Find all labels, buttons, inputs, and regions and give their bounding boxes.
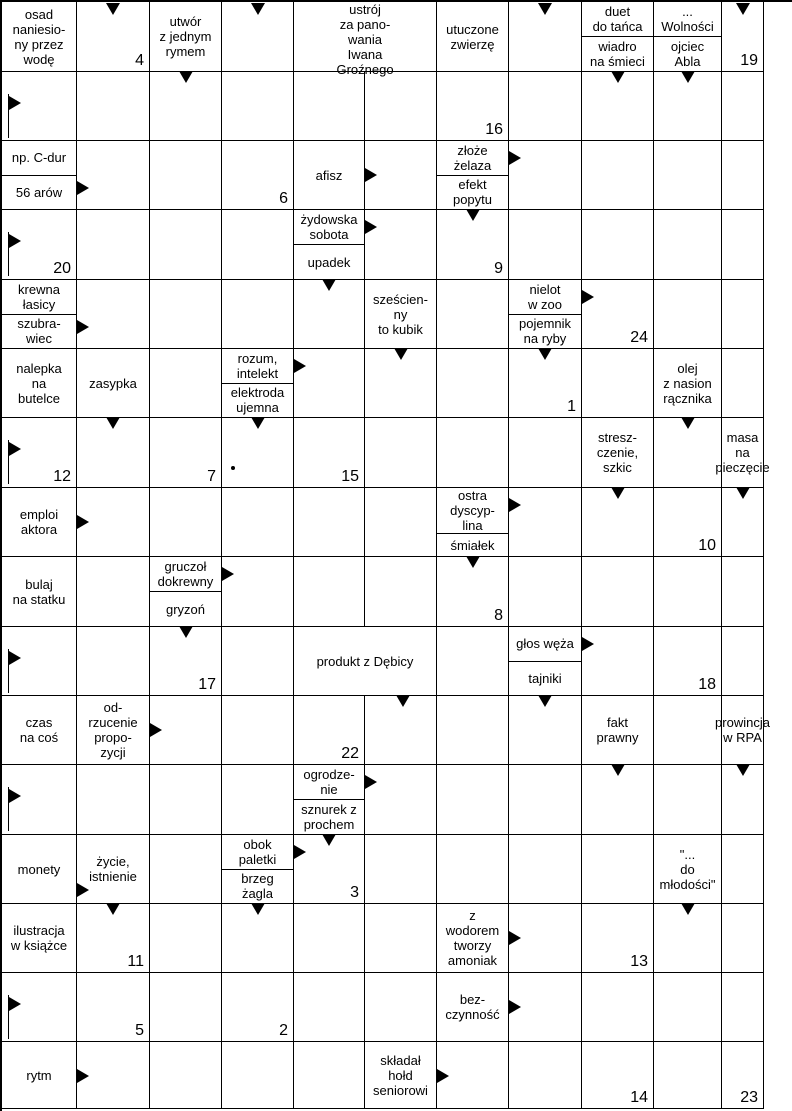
clue-text: z wodorem tworzy amoniak xyxy=(445,908,500,968)
clue-cell xyxy=(509,280,582,349)
arrow-right-icon xyxy=(365,168,377,182)
answer-cell[interactable] xyxy=(222,696,294,765)
clue-cell xyxy=(2,557,77,627)
arrow-down-icon xyxy=(394,348,408,360)
clue-text: bulaj na statku xyxy=(12,576,66,607)
answer-cell[interactable] xyxy=(150,835,222,904)
clue-cell xyxy=(654,349,722,418)
clue-text: brzeg żagla xyxy=(222,869,293,904)
clue-text: monety xyxy=(17,861,61,877)
answer-cell[interactable] xyxy=(722,141,764,210)
arrow-right-icon xyxy=(77,320,89,334)
cell-number: 20 xyxy=(53,260,71,277)
arrow-right-icon xyxy=(294,359,306,373)
cell-number: 1 xyxy=(567,398,576,415)
clue-text: 56 arów xyxy=(2,175,76,210)
arrow-down-icon xyxy=(611,71,625,83)
clue-text: gruczoł dokrewny xyxy=(157,559,214,589)
clue-text: utwór z jednym rymem xyxy=(159,14,212,59)
clue-text: efekt popytu xyxy=(437,175,508,210)
flag-arrow-icon xyxy=(8,94,22,138)
arrow-down-icon xyxy=(681,417,695,429)
clue-text: zasypka xyxy=(89,375,137,391)
clue-cell xyxy=(150,557,222,627)
answer-cell[interactable] xyxy=(222,627,294,696)
answer-cell[interactable] xyxy=(437,280,509,349)
answer-cell[interactable] xyxy=(2,973,77,1042)
answer-cell[interactable] xyxy=(365,72,437,141)
answer-cell[interactable] xyxy=(77,280,150,349)
clue-text: nalepka na butelce xyxy=(16,360,62,406)
clue-text: "... do młodości" xyxy=(659,846,716,892)
answer-cell[interactable] xyxy=(722,904,764,973)
answer-cell[interactable] xyxy=(150,973,222,1042)
clue-cell xyxy=(582,418,654,488)
arrow-down-icon xyxy=(611,764,625,776)
answer-cell[interactable] xyxy=(437,72,509,141)
answer-cell[interactable] xyxy=(222,141,294,210)
clue-cell xyxy=(365,280,437,349)
answer-cell[interactable] xyxy=(77,141,150,210)
arrow-right-icon xyxy=(222,567,234,581)
cell-number: 23 xyxy=(740,1089,758,1106)
answer-cell[interactable] xyxy=(582,1042,654,1109)
clue-cell xyxy=(222,835,294,904)
cell-number: 19 xyxy=(740,52,758,69)
answer-cell[interactable] xyxy=(582,349,654,418)
clue-text: ostra dyscyp- lina xyxy=(450,488,495,533)
answer-cell[interactable] xyxy=(294,72,365,141)
arrow-right-icon xyxy=(509,151,521,165)
clue-text: czas na coś xyxy=(19,715,59,745)
answer-cell[interactable] xyxy=(654,488,722,557)
clue-text: duet do tańca xyxy=(592,4,643,34)
clue-text: ilustracja w książce xyxy=(10,923,68,953)
arrow-down-icon xyxy=(106,3,120,15)
answer-cell[interactable] xyxy=(437,835,509,904)
answer-cell[interactable] xyxy=(654,557,722,627)
answer-cell[interactable] xyxy=(722,2,764,72)
arrow-right-icon xyxy=(509,498,521,512)
clue-text: stresz- czenie, szkic xyxy=(596,430,639,475)
answer-cell[interactable] xyxy=(294,904,365,973)
answer-cell[interactable] xyxy=(2,765,77,835)
clue-text: złoże żelaza xyxy=(453,142,492,173)
clue-text: krewna łasicy xyxy=(18,281,60,312)
answer-cell[interactable] xyxy=(509,557,582,627)
answer-cell[interactable] xyxy=(654,973,722,1042)
clue-text: szubra- wiec xyxy=(2,314,76,349)
clue-text: życie, istnienie xyxy=(89,854,137,884)
answer-cell[interactable] xyxy=(654,210,722,280)
answer-cell[interactable] xyxy=(437,765,509,835)
clue-cell xyxy=(294,210,365,280)
flag-arrow-icon xyxy=(8,995,22,1039)
answer-cell[interactable] xyxy=(654,765,722,835)
clue-cell xyxy=(77,349,150,418)
clue-cell xyxy=(294,627,437,696)
answer-cell[interactable] xyxy=(509,835,582,904)
cell-number: 4 xyxy=(135,52,144,69)
clue-text: obok paletki xyxy=(238,836,277,867)
clue-text: np. C-dur xyxy=(11,150,67,166)
clue-text: tajniki xyxy=(509,661,581,696)
answer-cell[interactable] xyxy=(222,765,294,835)
answer-cell[interactable] xyxy=(150,418,222,488)
answer-cell[interactable] xyxy=(365,973,437,1042)
cell-number: 15 xyxy=(341,468,359,485)
cell-number: 17 xyxy=(198,676,216,693)
answer-cell[interactable] xyxy=(77,557,150,627)
arrow-right-icon xyxy=(77,883,89,897)
clue-text: wiadro na śmieci xyxy=(582,36,653,71)
cell-number: 13 xyxy=(630,953,648,970)
arrow-down-icon xyxy=(466,209,480,221)
answer-cell[interactable] xyxy=(294,557,365,627)
clue-text: składał hołd seniorowi xyxy=(373,1052,428,1098)
clue-text: emploi aktora xyxy=(19,507,59,537)
arrow-down-icon xyxy=(538,695,552,707)
answer-cell[interactable] xyxy=(294,696,365,765)
cell-number: 24 xyxy=(630,329,648,346)
arrow-down-icon xyxy=(736,487,750,499)
clue-text: masa na pieczęcie xyxy=(715,430,770,475)
clue-cell xyxy=(582,2,654,72)
answer-cell[interactable] xyxy=(365,557,437,627)
arrow-right-icon xyxy=(437,1069,449,1083)
answer-cell[interactable] xyxy=(509,418,582,488)
clue-text: utuczone zwierzę xyxy=(446,21,499,52)
clue-cell xyxy=(715,418,770,488)
clue-cell xyxy=(654,835,722,904)
arrow-down-icon xyxy=(681,903,695,915)
flag-arrow-icon xyxy=(8,649,22,693)
answer-cell[interactable] xyxy=(222,1042,294,1109)
clue-text: prowincja w RPA xyxy=(715,715,770,745)
answer-cell[interactable] xyxy=(722,1042,764,1109)
answer-cell[interactable] xyxy=(365,418,437,488)
cell-number: 12 xyxy=(53,468,71,485)
clue-text: pojemnik na ryby xyxy=(509,314,581,349)
answer-cell[interactable] xyxy=(294,973,365,1042)
clue-cell xyxy=(294,765,365,835)
clue-text: sześcien- ny to kubik xyxy=(373,291,428,337)
cell-number: 5 xyxy=(135,1022,144,1039)
answer-cell[interactable] xyxy=(150,904,222,973)
arrow-down-icon xyxy=(736,3,750,15)
clue-cell xyxy=(437,973,509,1042)
answer-cell[interactable] xyxy=(222,973,294,1042)
clue-text: elektroda ujemna xyxy=(222,383,293,418)
clue-cell xyxy=(2,141,77,210)
clue-text: śmiałek xyxy=(437,533,508,556)
clue-text: sznurek z prochem xyxy=(294,799,364,834)
answer-cell[interactable] xyxy=(77,973,150,1042)
clue-cell xyxy=(77,696,150,765)
cell-number: 7 xyxy=(207,468,216,485)
answer-cell[interactable] xyxy=(722,973,764,1042)
answer-cell[interactable] xyxy=(222,2,294,72)
answer-cell[interactable] xyxy=(150,210,222,280)
answer-cell[interactable] xyxy=(654,280,722,349)
answer-cell[interactable] xyxy=(582,210,654,280)
flag-arrow-icon xyxy=(8,787,22,831)
cell-number: 18 xyxy=(698,676,716,693)
arrow-down-icon xyxy=(538,3,552,15)
clue-text: upadek xyxy=(294,244,364,279)
answer-cell[interactable] xyxy=(582,835,654,904)
answer-cell[interactable] xyxy=(654,696,722,765)
answer-cell[interactable] xyxy=(150,1042,222,1109)
cell-number: 3 xyxy=(350,884,359,901)
arrow-right-icon xyxy=(509,931,521,945)
answer-cell[interactable] xyxy=(77,2,150,72)
clue-text: bez- czynność xyxy=(445,992,500,1022)
clue-text: głos węża xyxy=(516,636,574,652)
answer-cell[interactable] xyxy=(654,141,722,210)
arrow-down-icon xyxy=(322,834,336,846)
arrow-down-icon xyxy=(736,764,750,776)
answer-cell[interactable] xyxy=(582,904,654,973)
answer-cell[interactable] xyxy=(365,488,437,557)
cell-number: 8 xyxy=(494,607,503,624)
arrow-down-icon xyxy=(251,417,265,429)
clue-cell xyxy=(150,2,222,72)
clue-cell xyxy=(294,141,365,210)
arrow-down-icon xyxy=(106,417,120,429)
answer-cell[interactable] xyxy=(722,349,764,418)
arrow-down-icon xyxy=(396,695,410,707)
answer-cell[interactable] xyxy=(437,627,509,696)
clue-text: nielot w zoo xyxy=(528,281,562,312)
clue-text: od- rzucenie propo- zycji xyxy=(88,700,138,760)
answer-cell[interactable] xyxy=(509,2,582,72)
clue-text: produkt z Dębicy xyxy=(316,653,414,669)
answer-cell[interactable] xyxy=(222,488,294,557)
clue-text: olej z nasion rącznika xyxy=(663,360,712,406)
arrow-right-icon xyxy=(365,775,377,789)
arrow-down-icon xyxy=(466,556,480,568)
arrow-down-icon xyxy=(251,3,265,15)
arrow-right-icon xyxy=(77,1069,89,1083)
arrow-down-icon xyxy=(179,626,193,638)
arrow-down-icon xyxy=(322,279,336,291)
answer-cell[interactable] xyxy=(722,210,764,280)
clue-cell xyxy=(437,141,509,210)
answer-cell[interactable] xyxy=(509,210,582,280)
cell-number: 22 xyxy=(341,745,359,762)
clue-cell xyxy=(2,488,77,557)
arrow-down-icon xyxy=(538,348,552,360)
clue-cell xyxy=(437,488,509,557)
clue-text: gryzoń xyxy=(150,591,221,626)
answer-cell[interactable] xyxy=(77,72,150,141)
answer-cell[interactable] xyxy=(222,280,294,349)
clue-text: rytm xyxy=(26,1067,52,1083)
clue-cell xyxy=(437,2,509,72)
arrow-down-icon xyxy=(681,71,695,83)
clue-cell xyxy=(509,627,582,696)
clue-cell xyxy=(2,1042,77,1109)
answer-cell[interactable] xyxy=(654,627,722,696)
answer-cell[interactable] xyxy=(509,72,582,141)
clue-text: osad naniesio- ny przez wodę xyxy=(12,6,66,67)
answer-cell[interactable] xyxy=(437,696,509,765)
answer-cell[interactable] xyxy=(582,973,654,1042)
answer-cell[interactable] xyxy=(582,557,654,627)
answer-cell[interactable] xyxy=(509,765,582,835)
answer-cell[interactable] xyxy=(2,418,77,488)
answer-cell[interactable] xyxy=(654,1042,722,1109)
arrow-right-icon xyxy=(365,220,377,234)
answer-cell[interactable] xyxy=(150,280,222,349)
arrow-down-icon xyxy=(251,903,265,915)
clue-text: ojciec Abla xyxy=(654,36,721,71)
clue-text: ... Wolności xyxy=(661,4,714,34)
answer-cell[interactable] xyxy=(150,488,222,557)
cell-number: 16 xyxy=(485,121,503,138)
clue-text: afisz xyxy=(315,167,343,183)
arrow-right-icon xyxy=(150,723,162,737)
answer-cell[interactable] xyxy=(2,210,77,280)
answer-cell[interactable] xyxy=(365,904,437,973)
arrow-down-icon xyxy=(179,71,193,83)
answer-cell[interactable] xyxy=(437,349,509,418)
cell-number: 11 xyxy=(127,953,144,970)
answer-cell[interactable] xyxy=(222,210,294,280)
cell-number: 14 xyxy=(630,1089,648,1106)
clue-cell xyxy=(2,2,77,72)
answer-cell[interactable] xyxy=(150,141,222,210)
clue-text: ogrodze- nie xyxy=(303,767,355,797)
clue-cell xyxy=(654,2,722,72)
arrow-right-icon xyxy=(294,845,306,859)
arrow-right-icon xyxy=(77,515,89,529)
clue-cell xyxy=(715,696,770,765)
clue-cell xyxy=(2,835,77,904)
clue-cell xyxy=(365,1042,437,1109)
arrow-right-icon xyxy=(509,1000,521,1014)
answer-cell[interactable] xyxy=(77,627,150,696)
answer-cell[interactable] xyxy=(722,627,764,696)
answer-cell[interactable] xyxy=(2,627,77,696)
answer-cell[interactable] xyxy=(222,72,294,141)
arrow-down-icon xyxy=(611,487,625,499)
clue-text: żydowska sobota xyxy=(300,212,358,242)
cell-number: 6 xyxy=(279,190,288,207)
clue-cell xyxy=(2,904,77,973)
answer-cell[interactable] xyxy=(722,835,764,904)
clue-cell xyxy=(294,2,437,77)
answer-cell[interactable] xyxy=(582,141,654,210)
answer-cell[interactable] xyxy=(722,72,764,141)
answer-cell[interactable] xyxy=(294,418,365,488)
answer-cell[interactable] xyxy=(509,1042,582,1109)
dot-mark xyxy=(231,466,235,470)
clue-text: fakt prawny xyxy=(596,715,639,745)
answer-cell[interactable] xyxy=(2,72,77,141)
answer-cell[interactable] xyxy=(77,765,150,835)
clue-cell xyxy=(2,280,77,349)
answer-cell[interactable] xyxy=(150,349,222,418)
answer-cell[interactable] xyxy=(437,418,509,488)
clue-cell xyxy=(2,696,77,765)
clue-text: rozum, intelekt xyxy=(236,350,279,381)
answer-cell[interactable] xyxy=(365,835,437,904)
arrow-right-icon xyxy=(582,637,594,651)
flag-arrow-icon xyxy=(8,440,22,484)
clue-cell xyxy=(222,349,294,418)
cell-number: 9 xyxy=(494,260,503,277)
clue-cell xyxy=(2,349,77,418)
flag-arrow-icon xyxy=(8,232,22,276)
cell-number: 2 xyxy=(279,1022,288,1039)
answer-cell[interactable] xyxy=(150,765,222,835)
answer-cell[interactable] xyxy=(77,210,150,280)
clue-cell xyxy=(582,696,654,765)
answer-cell[interactable] xyxy=(294,1042,365,1109)
arrow-right-icon xyxy=(77,181,89,195)
cell-number: 10 xyxy=(698,537,716,554)
answer-cell[interactable] xyxy=(722,557,764,627)
clue-cell xyxy=(437,904,509,973)
arrow-right-icon xyxy=(582,290,594,304)
answer-cell[interactable] xyxy=(722,280,764,349)
arrow-down-icon xyxy=(106,903,120,915)
answer-cell[interactable] xyxy=(294,488,365,557)
clue-text: ustrój za pano- wania Iwana Groźnego xyxy=(336,2,394,77)
